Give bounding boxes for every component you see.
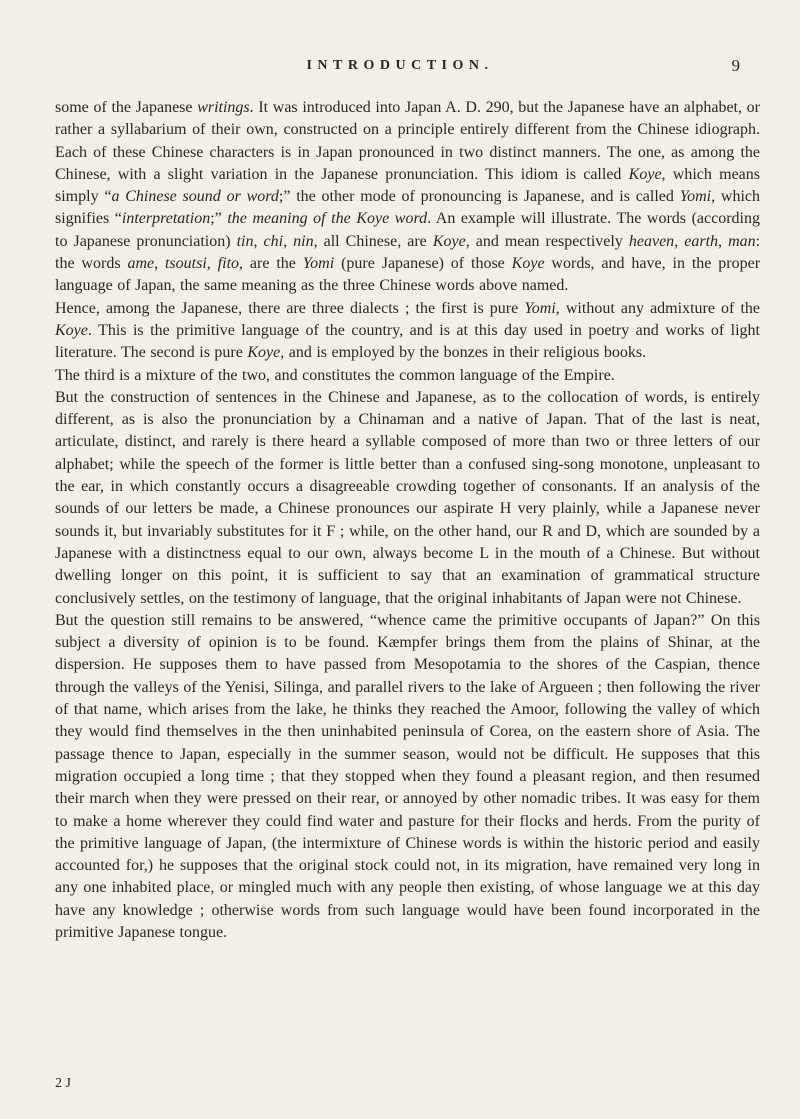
paragraph-4: But the construction of sentences in the Chinese and Japanese, as to the collocation of words, is entirely different, as is also the pronunciation by a Chinaman and a native of Japan. That of the last is neat, articulate, distinct, and rarely is there heard a syllable composed of more than two or three letters of our alphabet; while the speech of the former is little better than a confused sing-song monotone, unpleasant to the ear, in which constantly occurs a disagreeable crowding together of consonants. If an analysis of the sounds of our letters be made, a Chinese pronounces our aspirate H very plainly, while a Japanese never sounds it, but invariably substitutes for it F ; while, on the other hand, our R and D, which are sounded by a Japanese with a distinctness equal to our own, always become L in the mouth of a Chinese. But without dwelling longer on this point, it is sufficient to say that an examination of grammatical structure conclusively settles, on the testimony of language, that the original inhabitants of Japan were not Chinese.: [55, 388, 760, 607]
paragraph-1: some of the Japanese writings. It was introduced into Japan A. D. 290, but the Japanese have an alphabet, or rather a syllabarium of their own, constructed on a principle entirely different from the Chinese idiograph. Each of these Chinese characters is in Japan pronounced in two distinct manners. The one, as among the Chinese, with a slight variation in the Japanese pronunciation. This idiom is called Koye, which means simply “a Chinese sound or word;” the other mode of pronouncing is Japanese, and is called Yomi, which signifies “interpretation;” the meaning of the Koye word. An example will illustrate. The words (according to Japanese pronunciation) tin, chi, nin, all Chinese, are Koye, and mean respectively heaven, earth, man: the words ame, tsoutsi, fito, are the Yomi (pure Japanese) of those Koye words, and have, in the proper language of Japan, the same meaning as the three Chinese words above named.: [55, 99, 761, 295]
paragraph-2: Hence, among the Japanese, there are three dialects ; the first is pure Yomi, without any admixture of the Koye. This is the primitive language of the country, and is at this day used in poetry and works of light literature. The second is pure Koye, and is employed by the bonzes in their religious books.: [55, 299, 761, 362]
paragraph-5: But the question still remains to be answered, “whence came the primitive occupants of Japan?” On this subject a diversity of opinion is to be found. Kæmpfer brings them from the plains of Shinar, at the dispersion. He supposes them to have passed from Mesopotamia to the shores of the Caspian, thence through the valleys of the Yenisi, Silinga, and parallel rivers to the lake of Argueen ; then following the river of that name, which arises from the lake, he thinks they reached the Amoor, following the valley of which they would find themselves in the then uninhabited peninsula of Corea, on the eastern shore of Asia. The passage thence to Japan, especially in the summer season, would not be difficult. He supposes that this migration occupied a long time ; that they stopped when they found a pleasant region, and then resumed their march when they were pressed on their rear, or annoyed by other nomadic tribes. It was easy for them to make a home wherever they could find water and pasture for their flocks and herds. From the purity of the primitive language of Japan, (the intermixture of Chinese words is within the historic period and easily accounted for,) he supposes that the original stock could not, in its migration, have remained very long in any one inhabited place, or mingled much with any people then existing, of whose language we at this day have any knowledge ; otherwise words from such language would have been found incorporated in the primitive Japanese tongue.: [55, 611, 760, 941]
page-header: [60, 58, 740, 82]
paragraph-3: The third is a mixture of the two, and constitutes the common language of the Empire.: [55, 366, 615, 384]
body-text: [55, 97, 760, 944]
printer-signature: [55, 1076, 760, 1092]
running-head: INTRODUCTION.: [306, 58, 494, 73]
page-number: 9: [731, 56, 740, 75]
signature-mark: 2 J: [55, 1076, 71, 1091]
